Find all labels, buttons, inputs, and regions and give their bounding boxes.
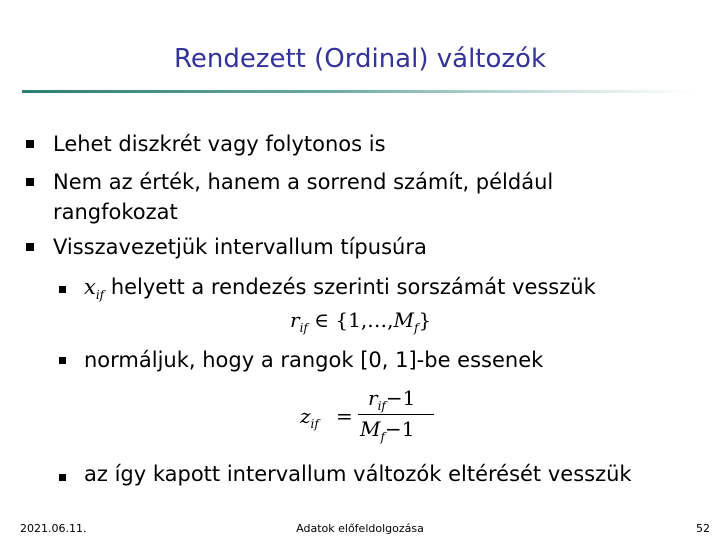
bullet-marker <box>26 140 34 148</box>
bullet-text-2: Nem az érték, hanem a sorrend számít, például <box>53 170 554 194</box>
bullet-text-3: Visszavezetjük intervallum típusúra <box>53 235 427 259</box>
x-subscript: if <box>95 288 105 303</box>
sub-bullet-marker <box>59 286 66 293</box>
sub-bullet-text-1 <box>84 273 596 309</box>
footer-page-number: 52 <box>696 522 710 535</box>
sub-bullet-text-3: az így kapott intervallum változók eltérését vesszük <box>84 462 632 486</box>
sub-bullet-marker <box>59 474 66 481</box>
rank-set-formula: $r_{if}$ ∈ $\{1,\dots,M_f\}$ <box>290 308 432 335</box>
sub-bullet-marker <box>59 357 66 364</box>
fraction-bar <box>358 414 434 415</box>
bullet-text-1: Lehet diszkrét vagy folytonos is <box>53 132 386 156</box>
bullet-marker <box>26 178 34 186</box>
sub-bullet-text-1-rest: helyett a rendezés szerinti sorszámát vesszük <box>110 275 596 299</box>
footer-date: 2021.06.11. <box>20 522 87 535</box>
x-variable: x <box>84 275 96 299</box>
sub-bullet-text-2: normáljuk, hogy a rangok [0, 1]-be essenek <box>84 348 544 372</box>
title-divider <box>22 90 694 93</box>
bullet-marker <box>26 243 34 251</box>
bullet-text-2-cont: rangfokozat <box>53 200 178 224</box>
slide-title: Rendezett (Ordinal) változók <box>173 44 547 74</box>
footer-title: Adatok előfeldolgozása <box>296 522 424 535</box>
